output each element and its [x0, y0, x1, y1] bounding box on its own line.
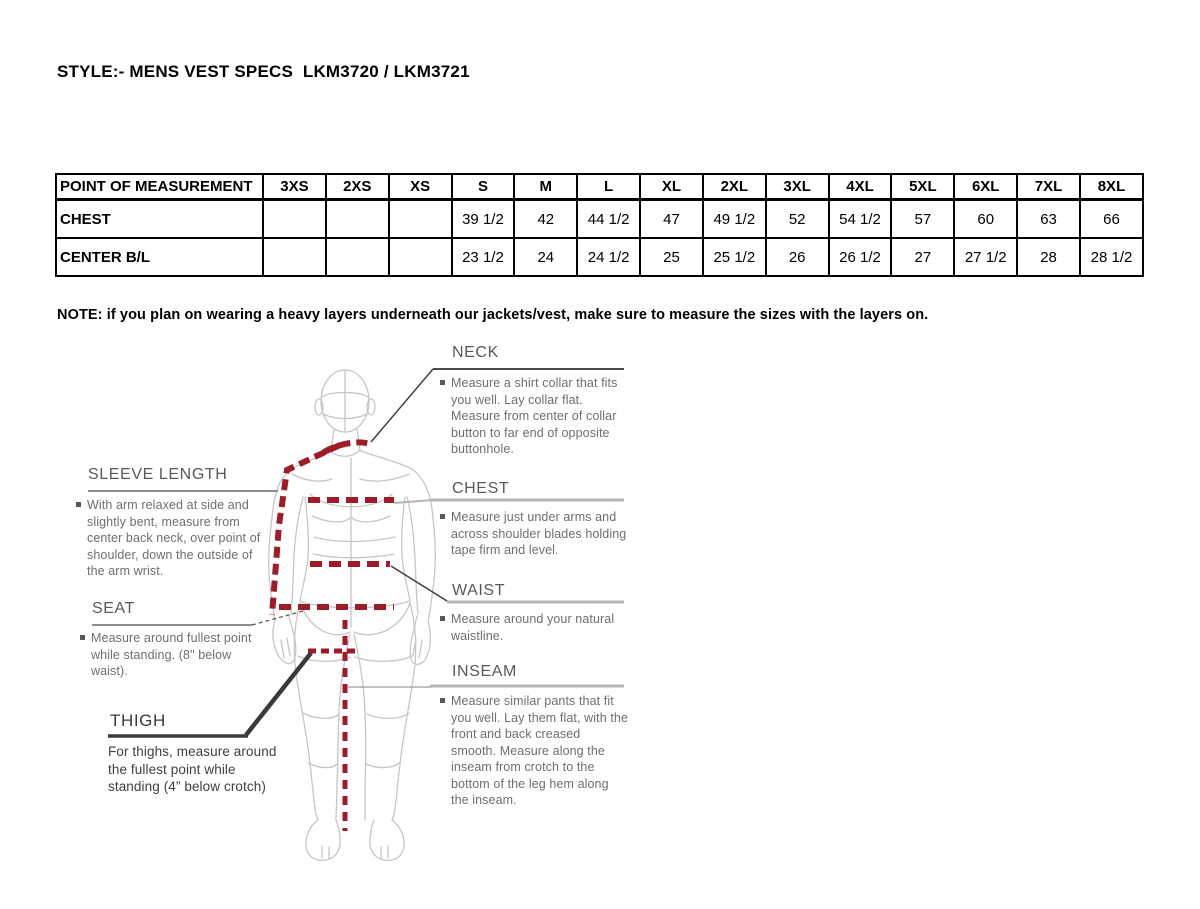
neck-leader-line — [371, 369, 433, 442]
table-cell: 49 1/2 — [703, 200, 766, 239]
neck-label: NECK — [452, 344, 499, 361]
bullet-icon — [440, 514, 445, 519]
column-header: POINT OF MEASUREMENT — [56, 174, 263, 200]
table-cell: 52 — [766, 200, 829, 239]
table-cell: 26 1/2 — [829, 238, 892, 276]
table-cell: 24 1/2 — [577, 238, 640, 276]
seat-description-text: Measure around fullest point while standing. (8" below waist). — [91, 631, 252, 678]
table-cell: 42 — [514, 200, 577, 239]
bullet-icon — [440, 698, 445, 703]
table-cell: 27 1/2 — [954, 238, 1017, 276]
column-header: 3XS — [263, 174, 326, 200]
thigh-label: THIGH — [110, 711, 166, 730]
bullet-icon — [440, 616, 445, 621]
table-cell: 66 — [1080, 200, 1143, 239]
table-cell: 28 1/2 — [1080, 238, 1143, 276]
thigh-description-text: For thighs, measure around the fullest point while standing (4” below crotch) — [108, 744, 277, 795]
table-cell: 24 — [514, 238, 577, 276]
column-header: 4XL — [829, 174, 892, 200]
column-header: 5XL — [891, 174, 954, 200]
column-header: 7XL — [1017, 174, 1080, 200]
table-cell: 39 1/2 — [452, 200, 515, 239]
table-cell: 27 — [891, 238, 954, 276]
column-header: 2XL — [703, 174, 766, 200]
neck-description — [440, 375, 628, 458]
bullet-icon — [440, 380, 445, 385]
table-cell: 23 1/2 — [452, 238, 515, 276]
table-cell: 44 1/2 — [577, 200, 640, 239]
table-cell: 57 — [891, 200, 954, 239]
inseam-description — [440, 693, 628, 809]
table-cell: 47 — [640, 200, 703, 239]
sleeve-length-description-text: With arm relaxed at side and slightly bent, measure from center back neck, over point of shoulder, down the outside of the arm wrist. — [87, 498, 261, 578]
sleeve-length-description — [76, 497, 268, 580]
column-header: M — [514, 174, 577, 200]
seat-label: SEAT — [92, 600, 136, 617]
table-cell: 26 — [766, 238, 829, 276]
layering-note: NOTE: if you plan on wearing a heavy layers underneath our jackets/vest, make sure to measure the sizes with the layers on. — [57, 307, 929, 323]
seat-description — [80, 630, 262, 680]
column-header: L — [577, 174, 640, 200]
table-cell: 60 — [954, 200, 1017, 239]
chest-label: CHEST — [452, 480, 510, 497]
bullet-icon — [76, 502, 81, 507]
column-header: 6XL — [954, 174, 1017, 200]
table-cell: 28 — [1017, 238, 1080, 276]
chest-description — [440, 509, 628, 559]
column-header: 3XL — [766, 174, 829, 200]
table-cell: 25 1/2 — [703, 238, 766, 276]
neck-description-text: Measure a shirt collar that fits you well. Lay collar flat. Measure from center of collar button to far end of opposite buttonhole. — [451, 376, 618, 456]
table-cell: 25 — [640, 238, 703, 276]
sleeve-length-label: SLEEVE LENGTH — [88, 466, 228, 483]
sleeve-measure-line — [272, 445, 340, 615]
table-cell: 54 1/2 — [829, 200, 892, 239]
chest-leader-line — [394, 500, 433, 503]
inseam-label: INSEAM — [452, 663, 517, 680]
bullet-icon — [80, 635, 85, 640]
column-header: 2XS — [326, 174, 389, 200]
waist-leader-line — [391, 566, 447, 601]
column-header: XL — [640, 174, 703, 200]
waist-description-text: Measure around your natural waistline. — [451, 612, 615, 643]
page-title: STYLE:- MENS VEST SPECS LKM3720 / LKM3721 — [57, 62, 470, 81]
row-label: CHEST — [56, 200, 263, 239]
waist-label: WAIST — [452, 582, 506, 599]
inseam-description-text: Measure similar pants that fit you well. Lay them flat, with the front and back creased smooth. Measure along the inseam from crotch to the bottom of the leg hem along the inseam. — [451, 694, 628, 807]
thigh-description — [108, 743, 288, 796]
column-header: XS — [389, 174, 452, 200]
table-cell: 63 — [1017, 200, 1080, 239]
row-label: CENTER B/L — [56, 238, 263, 276]
chest-description-text: Measure just under arms and across shoulder blades holding tape firm and level. — [451, 510, 627, 557]
column-header: 8XL — [1080, 174, 1143, 200]
column-header: S — [452, 174, 515, 200]
waist-description — [440, 611, 628, 644]
body-wireframe — [269, 370, 435, 860]
measure-lines — [272, 442, 394, 831]
